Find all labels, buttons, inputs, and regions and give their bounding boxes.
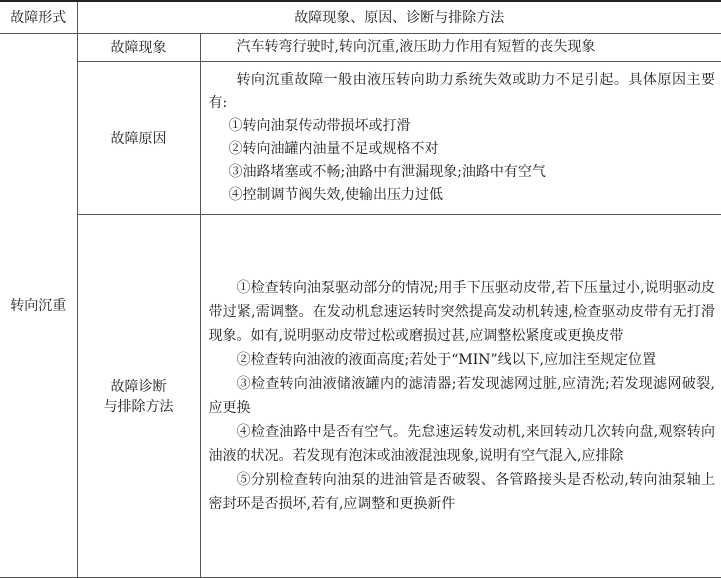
header-fault-details: 故障现象、原因、诊断与排除方法 (77, 1, 721, 33)
cause-item: ④控制调节阀失效,使输出压力过低 (228, 186, 443, 203)
row-label-diagnosis-line2: 与排除方法 (103, 398, 174, 415)
diagnosis-step: ④检查油路中是否有空气。先怠速运转发动机,来回转动几次转向盘,观察转向油液的状况。若发现有泡沫或油液混浊现象,说明有空气混入,应排除 (208, 423, 715, 464)
table-row-cause (0, 61, 721, 214)
cause-intro: 转向沉重故障一般由液压转向助力系统失效或助力不足引起。具体原因主要有: (208, 71, 715, 111)
diagnosis-cell (200, 214, 721, 578)
row-label-diagnosis (77, 214, 200, 578)
table-header-row (0, 1, 721, 33)
symptom-cell (200, 33, 721, 61)
cause-item: ③油路堵塞或不畅;油路中有泄漏现象;油路中有空气 (228, 163, 546, 180)
diagnosis-step: ②检查转向油液的液面高度;若处于“MIN”线以下,应加注至规定位置 (236, 351, 657, 368)
diagnosis-step: ③检查转向油液储液罐内的滤清器;若发现滤网过脏,应清洗;若发现滤网破裂,应更换 (208, 375, 715, 416)
cause-item: ②转向油罐内油量不足或规格不对 (228, 140, 439, 157)
diagnosis-step: ⑤分别检查转向油泵的进油管是否破裂、各管路接头是否松动,转向油泵轴上密封环是否损坏,若有,应调整和更换新件 (208, 471, 715, 512)
diagnosis-step: ①检查转向油泵驱动部分的情况;用手下压驱动皮带,若下压量过小,说明驱动皮带过紧,需调整。在发动机怠速运转时突然提高发动机转速,检查驱动皮带有无打滑现象。如有,说明驱动皮带过松或磨损过甚,应调整松紧度或更换皮带 (208, 279, 715, 344)
row-label-symptom: 故障现象 (77, 33, 200, 61)
table-row-diagnosis (0, 214, 721, 578)
cause-item: ①转向油泵传动带损坏或打滑 (228, 117, 411, 134)
cause-cell (200, 61, 721, 214)
symptom-text: 汽车转弯行驶时,转向沉重,液压助力作用有短暂的丧失现象 (236, 38, 596, 55)
row-label-diagnosis-line1: 故障诊断 (110, 378, 167, 395)
row-label-cause: 故障原因 (77, 61, 200, 214)
header-fault-type: 故障形式 (0, 1, 77, 33)
table-row-symptom (0, 33, 721, 61)
fault-type-cell: 转向沉重 (0, 33, 77, 578)
